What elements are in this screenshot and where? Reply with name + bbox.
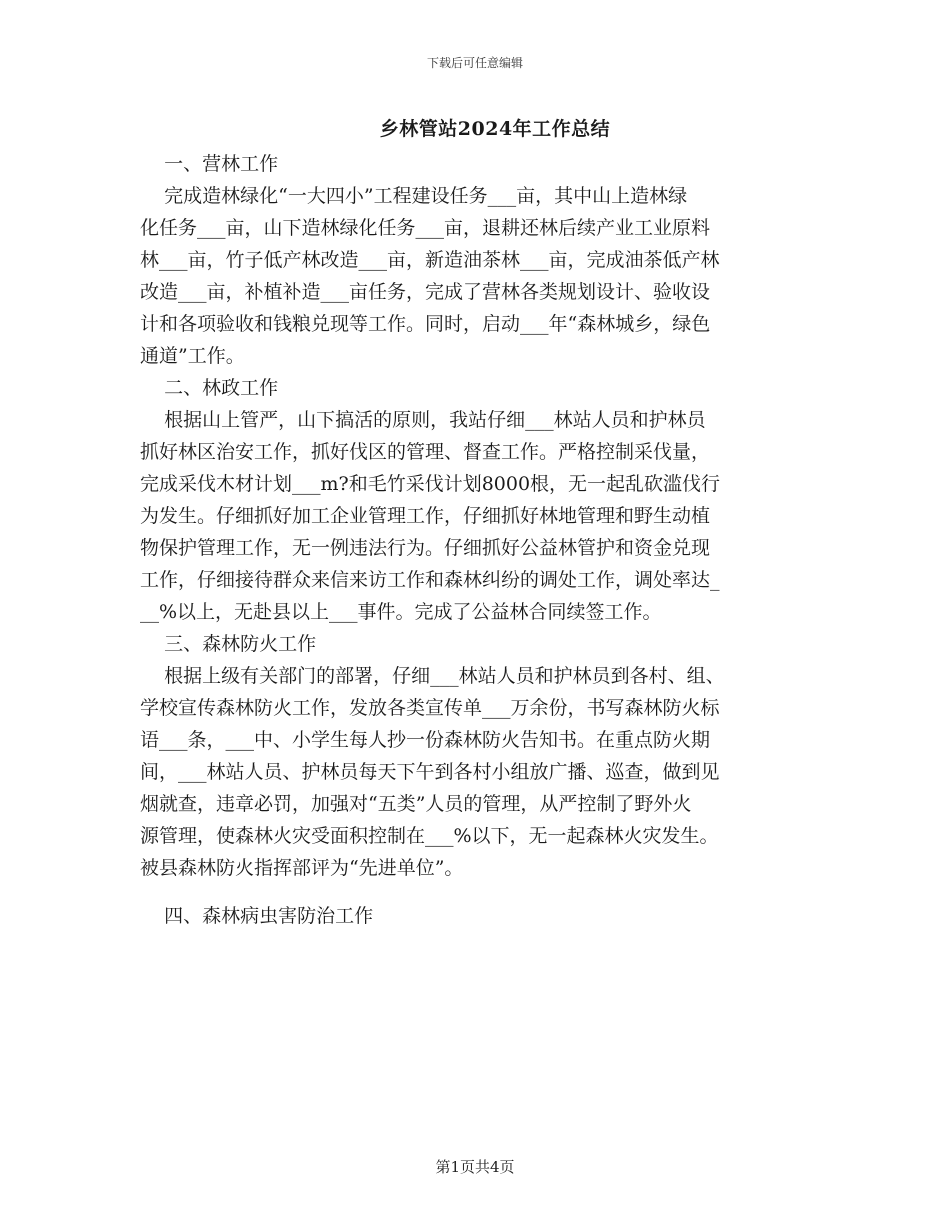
- page-footer: 第1页共4页: [435, 1158, 515, 1176]
- paragraph-line: 语___条，___中、小学生每人抄一份森林防火告知书。在重点防火期: [140, 729, 711, 751]
- paragraph-line: 化任务___亩，山下造林绿化任务___亩，退耕还林后续产业工业原料: [140, 217, 711, 239]
- paragraph-line: 工作，仔细接待群众来信来访工作和森林纠纷的调处工作，调处率达_: [140, 569, 720, 591]
- paragraph-line: 改造___亩，补植补造___亩任务，完成了营林各类规划设计、验收设: [140, 281, 711, 303]
- section-heading-4: 四、森林病虫害防治工作: [140, 905, 374, 927]
- paragraph-line: 林___亩，竹子低产林改造___亩，新造油茶林___亩，完成油茶低产林: [140, 249, 720, 271]
- section-heading-3: 三、森林防火工作: [140, 633, 317, 655]
- paragraph-line: 学校宣传森林防火工作，发放各类宣传单___万余份，书写森林防火标: [140, 697, 720, 719]
- paragraph-line: 烟就查，违章必罚，加强对“五类”人员的管理，从严控制了野外火: [140, 793, 692, 815]
- paragraph-line: 被县森林防火指挥部评为“先进单位”。: [140, 857, 464, 879]
- paragraph-line: 间，___林站人员、护林员每天下午到各村小组放广播、巡查，做到见: [140, 761, 720, 783]
- blank-line: [140, 884, 820, 900]
- paragraph-line: 根据山上管严，山下搞活的原则，我站仔细___林站人员和护林员: [140, 409, 706, 431]
- paragraph-line: __%以上，无赴县以上___事件。完成了公益林合同续签工作。: [140, 601, 662, 623]
- paragraph-line: 通道”工作。: [140, 345, 245, 367]
- paragraph-line: 计和各项验收和钱粮兑现等工作。同时，启动___年“森林城乡，绿色: [140, 313, 711, 335]
- section-heading-2: 二、林政工作: [140, 377, 279, 399]
- paragraph-line: 完成造林绿化“一大四小”工程建设任务___亩，其中山上造林绿: [140, 185, 688, 207]
- document-body: [140, 148, 820, 932]
- paragraph-line: 完成采伐木材计划___m?和毛竹采伐计划8000根，无一起乱砍滥伐行: [140, 473, 721, 495]
- paragraph-line: 源管理，使森林火灾受面积控制在___%以下，无一起森林火灾发生。: [140, 825, 719, 847]
- document-title: 乡林管站2024年工作总结: [379, 118, 611, 140]
- paragraph-line: 物保护管理工作，无一例违法行为。仔细抓好公益林管护和资金兑现: [140, 537, 711, 559]
- paragraph-line: 为发生。仔细抓好加工企业管理工作，仔细抓好林地管理和野生动植: [140, 505, 711, 527]
- header-note: 下载后可任意编辑: [426, 56, 523, 70]
- section-heading-1: 一、营林工作: [140, 153, 279, 175]
- paragraph-line: 根据上级有关部门的部署，仔细___林站人员和护林员到各村、组、: [140, 665, 725, 687]
- paragraph-line: 抓好林区治安工作，抓好伐区的管理、督查工作。严格控制采伐量，: [140, 441, 711, 463]
